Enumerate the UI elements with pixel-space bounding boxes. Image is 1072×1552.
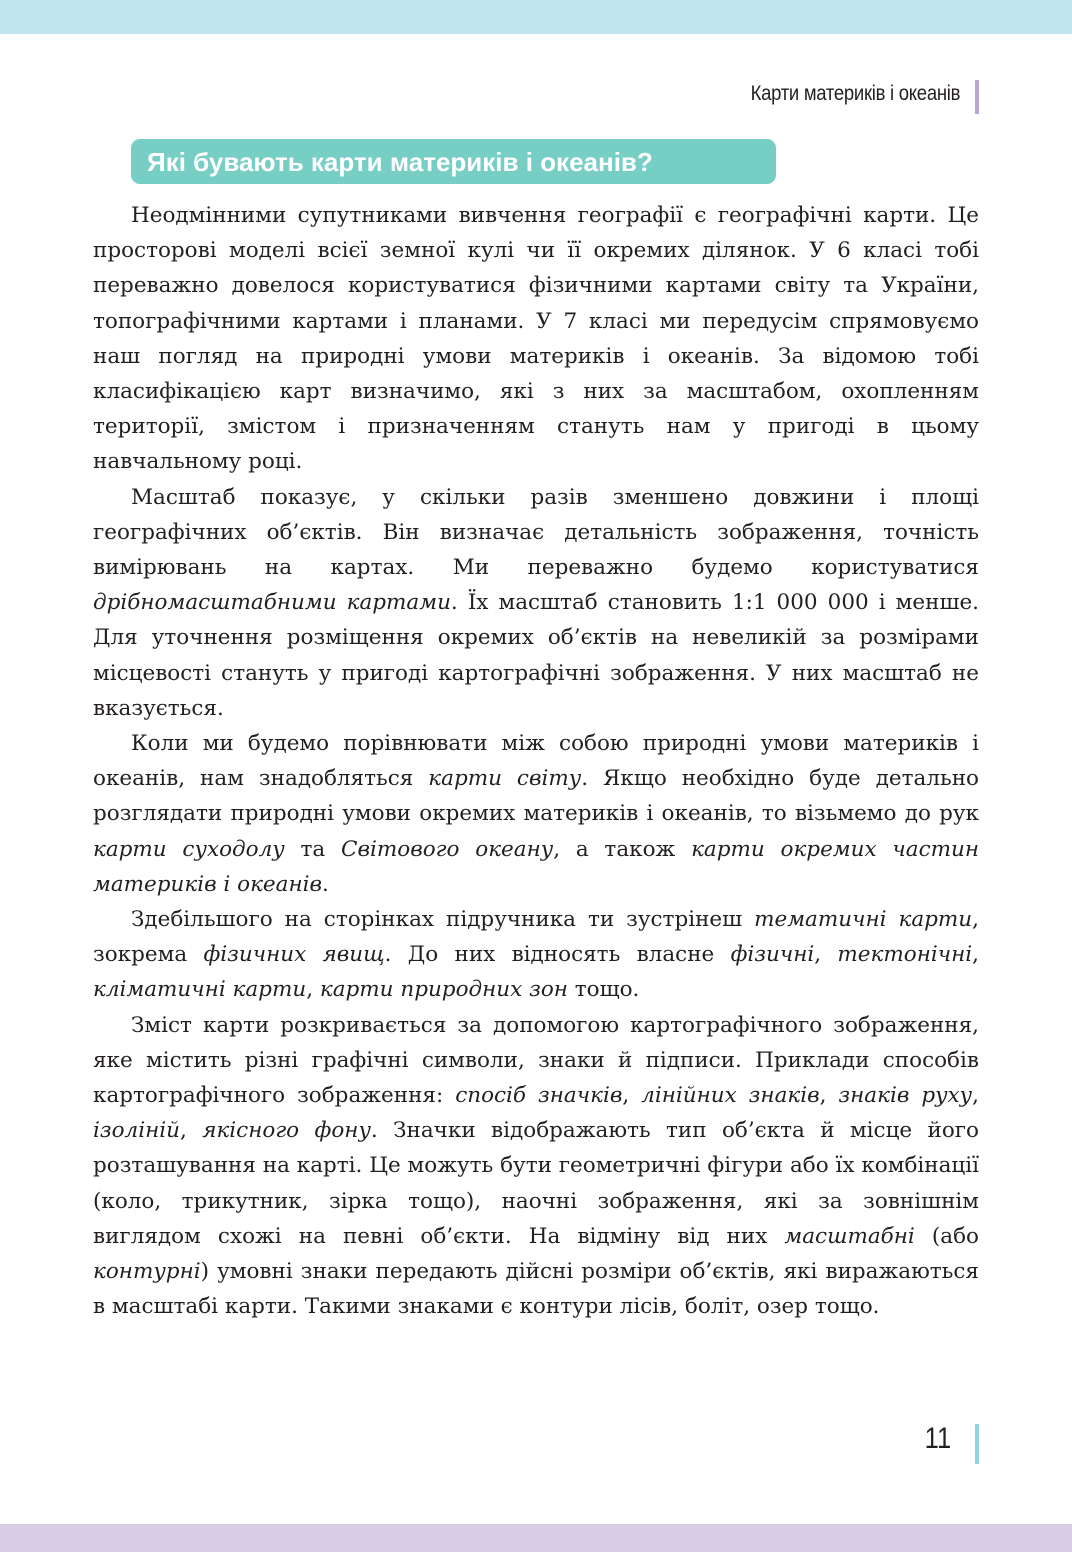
italic-term: кліматичні карти — [93, 977, 307, 1003]
italic-term: фізичних явищ — [203, 942, 385, 968]
text-run: , зокрема — [93, 907, 979, 968]
text-run: Масштаб показує, у скільки разів зменшено довжини і площі географічних об’єктів. Він визначає детальність зображення, точність вимірювань на картах. Ми переважно будемо користуватися — [93, 484, 979, 581]
text-run: , — [972, 942, 979, 968]
paragraph-3 — [93, 726, 979, 902]
italic-term: тектонічні — [837, 942, 973, 968]
text-run: , — [972, 1083, 979, 1109]
text-run: ) умовні знаки передають дійсні розміри об’єктів, які виражаються в масштабі карти. Такими знаками є контури лісів, боліт, озер тощо. — [93, 1259, 979, 1320]
text-run: Зміст карти розкривається за допомогою картографічного зображення, яке містить різні графічні символи, знаки й підписи. Приклади способів картографічного зображення: — [93, 1012, 979, 1109]
italic-term: фізичні — [730, 942, 815, 968]
text-run: . Значки відображають тип об’єкта й місце його розташування на карті. Це можуть бути геометричні фігури або їх комбінації (коло, трикутник, зірка тощо), наочні зображення, які за зовнішнім виглядом схожі на певні об’єкти. На відміну від них — [93, 1118, 979, 1249]
italic-term: спосіб значків — [455, 1083, 623, 1109]
italic-term: масштабні — [784, 1223, 915, 1249]
body-text — [93, 198, 979, 1325]
italic-term: карти суходолу — [93, 836, 285, 862]
paragraph-2 — [93, 480, 979, 726]
italic-term: карти природних зон — [319, 977, 568, 1003]
header-accent-bar — [975, 80, 979, 114]
page-number-accent-bar — [975, 1424, 979, 1464]
text-run: , — [306, 977, 320, 1003]
top-color-band — [0, 0, 1072, 34]
text-run: , — [819, 1083, 839, 1109]
text-run: , а також — [553, 836, 692, 862]
italic-term: якісного фону — [202, 1118, 371, 1144]
italic-term: контурні — [93, 1259, 201, 1285]
text-run: , — [622, 1083, 642, 1109]
text-run: . До них відносять власне — [384, 942, 731, 968]
text-run: Здебільшого на сторінках підручника ти зустрінеш — [131, 907, 755, 933]
page-number: 11 — [924, 1422, 951, 1455]
text-run: , — [814, 942, 838, 968]
italic-term: дрібномасштабними картами — [93, 590, 451, 616]
paragraph-4 — [93, 902, 979, 1008]
text-run: . Якщо необхідно буде детально розглядати природні умови окремих материків і океанів, то візьмемо до рук — [93, 766, 980, 827]
italic-term: карти світу — [428, 766, 582, 792]
bottom-color-band — [0, 1524, 1072, 1552]
text-run: . Їх масштаб становить 1:1 000 000 і менше. Для уточнення розміщення окремих об’єктів на невеликій за розмірами місцевості стануть у пригоді картографічні зображення. У них масштаб не вказується. — [93, 590, 980, 721]
text-run: . — [322, 871, 329, 897]
paragraph-5 — [93, 1008, 979, 1325]
italic-term: Світового океану — [341, 836, 554, 862]
italic-term: карти окремих частин материків і океанів — [93, 836, 980, 897]
text-run: , — [180, 1118, 203, 1144]
text-run: та — [284, 836, 342, 862]
italic-term: лінійних знаків — [641, 1083, 820, 1109]
paragraph-1: Неодмінними супутниками вивчення географії є географічні карти. Це просторові моделі всієї земної кулі чи її окремих ділянок. У 6 класі тобі переважно довелося користуватися фізичними картами світу та України, топографічними картами і планами. У 7 класі ми передусім спрямовуємо наш погляд на природні умови материків і океанів. За відомою тобі класифікацією карт визначимо, які з них за масштабом, охопленням території, змістом і призначенням стануть нам у пригоді в цьому навчальному році. — [93, 203, 979, 475]
text-run: Коли ми будемо порівнювати між собою природні умови материків і океанів, нам знадобляться — [93, 731, 979, 792]
section-heading: Які бувають карти материків і океанів? — [131, 139, 776, 184]
running-header: Карти материків і океанів — [750, 82, 960, 105]
italic-term: тематичні карти — [754, 907, 973, 933]
italic-term: ізоліній — [93, 1118, 180, 1144]
text-run: тощо. — [567, 977, 640, 1003]
italic-term: знаків руху — [838, 1083, 973, 1109]
text-run: (або — [914, 1223, 979, 1249]
